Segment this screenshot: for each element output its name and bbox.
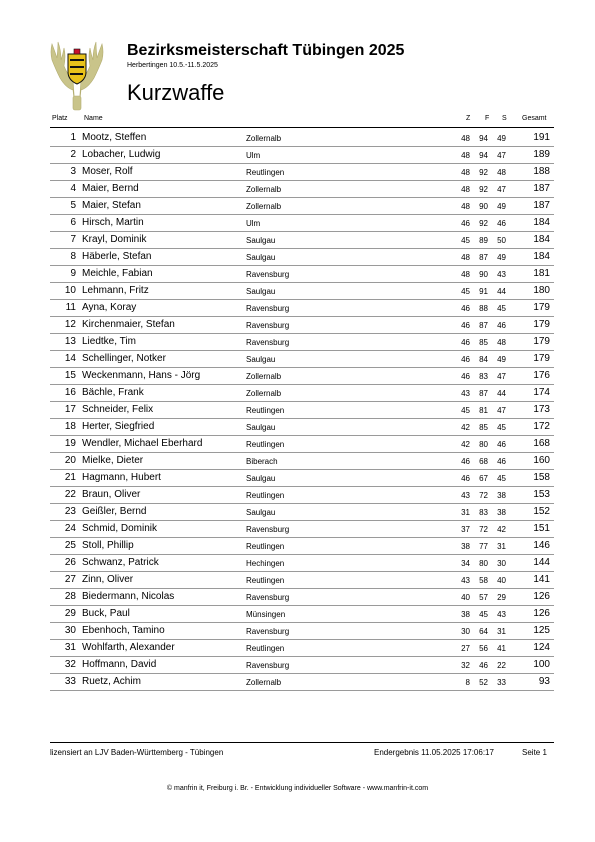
table-row xyxy=(0,249,595,266)
s-score-cell: 49 xyxy=(497,134,506,143)
f-score-cell: 80 xyxy=(479,440,488,449)
s-score-cell: 49 xyxy=(497,355,506,364)
z-score-cell: 48 xyxy=(461,151,470,160)
table-row xyxy=(0,487,595,504)
f-score-cell: 85 xyxy=(479,423,488,432)
s-score-cell: 30 xyxy=(497,559,506,568)
total-cell: 126 xyxy=(533,608,550,619)
table-row xyxy=(0,504,595,521)
rank-cell: 27 xyxy=(64,574,76,585)
f-score-cell: 94 xyxy=(479,134,488,143)
club-cell: Saulgau xyxy=(246,355,276,364)
f-score-cell: 87 xyxy=(479,321,488,330)
f-score-cell: 56 xyxy=(479,644,488,653)
f-score-cell: 92 xyxy=(479,168,488,177)
footer-divider xyxy=(50,742,554,743)
z-score-cell: 48 xyxy=(461,185,470,194)
club-cell: Ravensburg xyxy=(246,627,290,636)
page-number: Seite 1 xyxy=(522,748,547,757)
total-cell: 153 xyxy=(533,489,550,500)
col-name-header: Name xyxy=(84,115,103,122)
rank-cell: 11 xyxy=(65,302,76,313)
z-score-cell: 48 xyxy=(461,168,470,177)
name-cell: Schneider, Felix xyxy=(82,404,154,415)
f-score-cell: 83 xyxy=(479,508,488,517)
f-score-cell: 92 xyxy=(479,185,488,194)
total-cell: 144 xyxy=(533,557,550,568)
s-score-cell: 46 xyxy=(497,219,506,228)
name-cell: Zinn, Oliver xyxy=(82,574,134,585)
total-cell: 151 xyxy=(533,523,550,534)
total-cell: 180 xyxy=(533,285,550,296)
s-score-cell: 41 xyxy=(497,644,506,653)
s-score-cell: 48 xyxy=(497,168,506,177)
club-cell: Ravensburg xyxy=(246,525,290,534)
name-cell: Hagmann, Hubert xyxy=(82,472,161,483)
total-cell: 179 xyxy=(533,319,550,330)
table-header xyxy=(0,115,595,127)
table-row xyxy=(0,232,595,249)
club-cell: Saulgau xyxy=(246,253,276,262)
rank-cell: 6 xyxy=(70,217,76,228)
club-cell: Münsingen xyxy=(246,610,286,619)
total-cell: 176 xyxy=(533,370,550,381)
rank-cell: 31 xyxy=(64,642,76,653)
name-cell: Ayna, Koray xyxy=(82,302,137,313)
name-cell: Herter, Siegfried xyxy=(82,421,155,432)
table-row xyxy=(0,674,595,691)
col-total-header: Gesamt xyxy=(522,115,547,122)
club-cell: Zollernalb xyxy=(246,372,282,381)
club-cell: Saulgau xyxy=(246,423,276,432)
total-cell: 158 xyxy=(533,472,550,483)
table-row xyxy=(0,130,595,147)
z-score-cell: 46 xyxy=(461,338,470,347)
s-score-cell: 33 xyxy=(497,678,506,687)
s-score-cell: 22 xyxy=(497,661,506,670)
s-score-cell: 43 xyxy=(497,270,506,279)
total-cell: 179 xyxy=(533,336,550,347)
name-cell: Maier, Bernd xyxy=(82,183,139,194)
z-score-cell: 45 xyxy=(461,236,470,245)
s-score-cell: 46 xyxy=(497,457,506,466)
s-score-cell: 47 xyxy=(497,406,506,415)
result-timestamp: Endergebnis 11.05.2025 17:06:17 xyxy=(374,748,494,757)
f-score-cell: 77 xyxy=(479,542,488,551)
rank-cell: 19 xyxy=(64,438,76,449)
s-score-cell: 43 xyxy=(497,610,506,619)
club-cell: Reutlingen xyxy=(246,440,285,449)
rank-cell: 17 xyxy=(64,404,76,415)
club-cell: Biberach xyxy=(246,457,278,466)
table-row xyxy=(0,147,595,164)
f-score-cell: 81 xyxy=(479,406,488,415)
f-score-cell: 89 xyxy=(479,236,488,245)
total-cell: 179 xyxy=(533,353,550,364)
f-score-cell: 90 xyxy=(479,202,488,211)
rank-cell: 15 xyxy=(64,370,76,381)
club-cell: Reutlingen xyxy=(246,576,285,585)
club-cell: Ravensburg xyxy=(246,304,290,313)
club-cell: Ravensburg xyxy=(246,593,290,602)
name-cell: Weckenmann, Hans - Jörg xyxy=(82,370,201,381)
name-cell: Krayl, Dominik xyxy=(82,234,147,245)
total-cell: 187 xyxy=(533,200,550,211)
s-score-cell: 47 xyxy=(497,151,506,160)
rank-cell: 28 xyxy=(64,591,76,602)
f-score-cell: 72 xyxy=(479,525,488,534)
table-row xyxy=(0,385,595,402)
f-score-cell: 88 xyxy=(479,304,488,313)
z-score-cell: 46 xyxy=(461,372,470,381)
total-cell: 160 xyxy=(533,455,550,466)
rank-cell: 33 xyxy=(64,676,76,687)
z-score-cell: 43 xyxy=(461,491,470,500)
total-cell: 126 xyxy=(533,591,550,602)
total-cell: 188 xyxy=(533,166,550,177)
table-row xyxy=(0,300,595,317)
name-cell: Meichle, Fabian xyxy=(82,268,153,279)
rank-cell: 13 xyxy=(64,336,76,347)
name-cell: Ruetz, Achim xyxy=(82,676,141,687)
club-cell: Zollernalb xyxy=(246,389,282,398)
z-score-cell: 31 xyxy=(461,508,470,517)
event-location-dates: Herbertingen 10.5.-11.5.2025 xyxy=(127,62,218,69)
name-cell: Lehmann, Fritz xyxy=(82,285,149,296)
z-score-cell: 38 xyxy=(461,542,470,551)
z-score-cell: 34 xyxy=(461,559,470,568)
table-row xyxy=(0,589,595,606)
f-score-cell: 94 xyxy=(479,151,488,160)
club-cell: Ravensburg xyxy=(246,321,290,330)
total-cell: 184 xyxy=(533,251,550,262)
total-cell: 184 xyxy=(533,217,550,228)
z-score-cell: 45 xyxy=(461,287,470,296)
z-score-cell: 46 xyxy=(461,355,470,364)
rank-cell: 29 xyxy=(64,608,76,619)
s-score-cell: 44 xyxy=(497,389,506,398)
rank-cell: 12 xyxy=(64,319,76,330)
table-row xyxy=(0,453,595,470)
rank-cell: 2 xyxy=(70,149,76,160)
rank-cell: 24 xyxy=(64,523,76,534)
f-score-cell: 57 xyxy=(479,593,488,602)
club-cell: Saulgau xyxy=(246,287,276,296)
total-cell: 189 xyxy=(533,149,550,160)
total-cell: 191 xyxy=(533,132,550,143)
f-score-cell: 90 xyxy=(479,270,488,279)
table-row xyxy=(0,164,595,181)
total-cell: 173 xyxy=(533,404,550,415)
s-score-cell: 48 xyxy=(497,338,506,347)
f-score-cell: 58 xyxy=(479,576,488,585)
name-cell: Schmid, Dominik xyxy=(82,523,158,534)
z-score-cell: 43 xyxy=(461,389,470,398)
col-f-header: F xyxy=(485,115,490,122)
z-score-cell: 48 xyxy=(461,202,470,211)
rank-cell: 10 xyxy=(64,285,76,296)
s-score-cell: 45 xyxy=(497,474,506,483)
club-cell: Zollernalb xyxy=(246,202,282,211)
rank-cell: 3 xyxy=(70,166,76,177)
rank-cell: 23 xyxy=(64,506,76,517)
z-score-cell: 46 xyxy=(461,474,470,483)
club-cell: Reutlingen xyxy=(246,491,285,500)
club-cell: Saulgau xyxy=(246,236,276,245)
name-cell: Schellinger, Notker xyxy=(82,353,166,364)
total-cell: 93 xyxy=(538,676,550,687)
z-score-cell: 46 xyxy=(461,304,470,313)
club-cell: Zollernalb xyxy=(246,185,282,194)
f-score-cell: 52 xyxy=(479,678,488,687)
table-row xyxy=(0,657,595,674)
name-cell: Wohlfarth, Alexander xyxy=(82,642,175,653)
table-row xyxy=(0,538,595,555)
z-score-cell: 48 xyxy=(461,253,470,262)
club-cell: Ravensburg xyxy=(246,338,290,347)
table-row xyxy=(0,402,595,419)
s-score-cell: 31 xyxy=(497,627,506,636)
col-rank-header: Platz xyxy=(52,115,68,122)
club-cell: Hechingen xyxy=(246,559,285,568)
rank-cell: 5 xyxy=(70,200,76,211)
name-cell: Biedermann, Nicolas xyxy=(82,591,175,602)
s-score-cell: 29 xyxy=(497,593,506,602)
club-cell: Saulgau xyxy=(246,474,276,483)
table-row xyxy=(0,351,595,368)
table-row xyxy=(0,266,595,283)
table-row xyxy=(0,419,595,436)
z-score-cell: 30 xyxy=(461,627,470,636)
f-score-cell: 46 xyxy=(479,661,488,670)
z-score-cell: 37 xyxy=(461,525,470,534)
table-row xyxy=(0,368,595,385)
z-score-cell: 42 xyxy=(461,440,470,449)
rank-cell: 18 xyxy=(64,421,76,432)
club-cell: Ravensburg xyxy=(246,661,290,670)
z-score-cell: 40 xyxy=(461,593,470,602)
rank-cell: 25 xyxy=(64,540,76,551)
total-cell: 100 xyxy=(533,659,550,670)
name-cell: Lobacher, Ludwig xyxy=(82,149,161,160)
f-score-cell: 91 xyxy=(479,287,488,296)
s-score-cell: 49 xyxy=(497,253,506,262)
f-score-cell: 45 xyxy=(479,610,488,619)
name-cell: Braun, Oliver xyxy=(82,489,141,500)
s-score-cell: 47 xyxy=(497,185,506,194)
f-score-cell: 67 xyxy=(479,474,488,483)
name-cell: Schwanz, Patrick xyxy=(82,557,159,568)
z-score-cell: 46 xyxy=(461,219,470,228)
z-score-cell: 32 xyxy=(461,661,470,670)
total-cell: 124 xyxy=(533,642,550,653)
z-score-cell: 38 xyxy=(461,610,470,619)
rank-cell: 22 xyxy=(64,489,76,500)
total-cell: 146 xyxy=(533,540,550,551)
table-row xyxy=(0,470,595,487)
s-score-cell: 40 xyxy=(497,576,506,585)
f-score-cell: 87 xyxy=(479,253,488,262)
rank-cell: 26 xyxy=(64,557,76,568)
name-cell: Wendler, Michael Eberhard xyxy=(82,438,203,449)
s-score-cell: 38 xyxy=(497,508,506,517)
table-row xyxy=(0,572,595,589)
s-score-cell: 49 xyxy=(497,202,506,211)
discipline-heading: Kurzwaffe xyxy=(127,80,225,105)
s-score-cell: 50 xyxy=(497,236,506,245)
club-cell: Reutlingen xyxy=(246,644,285,653)
name-cell: Mootz, Steffen xyxy=(82,132,147,143)
rank-cell: 1 xyxy=(70,132,76,143)
f-score-cell: 87 xyxy=(479,389,488,398)
rank-cell: 14 xyxy=(64,353,76,364)
s-score-cell: 45 xyxy=(497,304,506,313)
s-score-cell: 44 xyxy=(497,287,506,296)
total-cell: 141 xyxy=(533,574,550,585)
rank-cell: 9 xyxy=(70,268,76,279)
rank-cell: 21 xyxy=(64,472,76,483)
z-score-cell: 46 xyxy=(461,321,470,330)
f-score-cell: 85 xyxy=(479,338,488,347)
total-cell: 181 xyxy=(533,268,550,279)
results-table xyxy=(0,130,595,691)
s-score-cell: 46 xyxy=(497,440,506,449)
f-score-cell: 64 xyxy=(479,627,488,636)
s-score-cell: 45 xyxy=(497,423,506,432)
table-row xyxy=(0,640,595,657)
table-row xyxy=(0,181,595,198)
name-cell: Mielke, Dieter xyxy=(82,455,144,466)
f-score-cell: 83 xyxy=(479,372,488,381)
name-cell: Ebenhoch, Tamino xyxy=(82,625,165,636)
name-cell: Maier, Stefan xyxy=(82,200,141,211)
total-cell: 179 xyxy=(533,302,550,313)
header-divider xyxy=(50,127,554,128)
total-cell: 125 xyxy=(533,625,550,636)
name-cell: Geißler, Bernd xyxy=(82,506,147,517)
club-cell: Reutlingen xyxy=(246,406,285,415)
z-score-cell: 48 xyxy=(461,270,470,279)
col-s-header: S xyxy=(502,115,507,122)
software-credit: © manfrin it, Freiburg i. Br. - Entwicklung individueller Software - www.manfrin-it.com xyxy=(166,785,429,792)
club-cell: Zollernalb xyxy=(246,134,282,143)
s-score-cell: 46 xyxy=(497,321,506,330)
table-row xyxy=(0,606,595,623)
table-row xyxy=(0,317,595,334)
s-score-cell: 42 xyxy=(497,525,506,534)
total-cell: 174 xyxy=(533,387,550,398)
s-score-cell: 31 xyxy=(497,542,506,551)
z-score-cell: 43 xyxy=(461,576,470,585)
name-cell: Kirchenmaier, Stefan xyxy=(82,319,175,330)
antler-crest-logo xyxy=(46,38,108,112)
table-row xyxy=(0,555,595,572)
s-score-cell: 47 xyxy=(497,372,506,381)
name-cell: Häberle, Stefan xyxy=(82,251,152,262)
z-score-cell: 8 xyxy=(465,678,470,687)
name-cell: Hirsch, Martin xyxy=(82,217,144,228)
z-score-cell: 42 xyxy=(461,423,470,432)
table-row xyxy=(0,283,595,300)
table-row xyxy=(0,436,595,453)
rank-cell: 7 xyxy=(70,234,76,245)
name-cell: Buck, Paul xyxy=(82,608,130,619)
name-cell: Liedtke, Tim xyxy=(82,336,136,347)
club-cell: Ulm xyxy=(246,219,261,228)
f-score-cell: 92 xyxy=(479,219,488,228)
club-cell: Ulm xyxy=(246,151,261,160)
name-cell: Moser, Rolf xyxy=(82,166,133,177)
page-title: Bezirksmeisterschaft Tübingen 2025 xyxy=(127,42,405,59)
rank-cell: 8 xyxy=(70,251,76,262)
z-score-cell: 48 xyxy=(461,134,470,143)
rank-cell: 30 xyxy=(64,625,76,636)
rank-cell: 32 xyxy=(64,659,76,670)
z-score-cell: 45 xyxy=(461,406,470,415)
total-cell: 168 xyxy=(533,438,550,449)
name-cell: Bächle, Frank xyxy=(82,387,144,398)
z-score-cell: 27 xyxy=(461,644,470,653)
license-text: lizensiert an LJV Baden-Württemberg - Tübingen xyxy=(50,748,224,757)
total-cell: 184 xyxy=(533,234,550,245)
f-score-cell: 80 xyxy=(479,559,488,568)
col-z-header: Z xyxy=(466,115,471,122)
z-score-cell: 46 xyxy=(461,457,470,466)
rank-cell: 4 xyxy=(70,183,76,194)
total-cell: 187 xyxy=(533,183,550,194)
table-row xyxy=(0,623,595,640)
total-cell: 172 xyxy=(533,421,550,432)
total-cell: 152 xyxy=(533,506,550,517)
club-cell: Zollernalb xyxy=(246,678,282,687)
club-cell: Saulgau xyxy=(246,508,276,517)
table-row xyxy=(0,198,595,215)
club-cell: Ravensburg xyxy=(246,270,290,279)
name-cell: Hoffmann, David xyxy=(82,659,157,670)
name-cell: Stoll, Phillip xyxy=(82,540,134,551)
f-score-cell: 72 xyxy=(479,491,488,500)
s-score-cell: 38 xyxy=(497,491,506,500)
table-row xyxy=(0,215,595,232)
table-row xyxy=(0,521,595,538)
club-cell: Reutlingen xyxy=(246,168,285,177)
table-row xyxy=(0,334,595,351)
rank-cell: 16 xyxy=(64,387,76,398)
club-cell: Reutlingen xyxy=(246,542,285,551)
f-score-cell: 84 xyxy=(479,355,488,364)
rank-cell: 20 xyxy=(64,455,76,466)
f-score-cell: 68 xyxy=(479,457,488,466)
